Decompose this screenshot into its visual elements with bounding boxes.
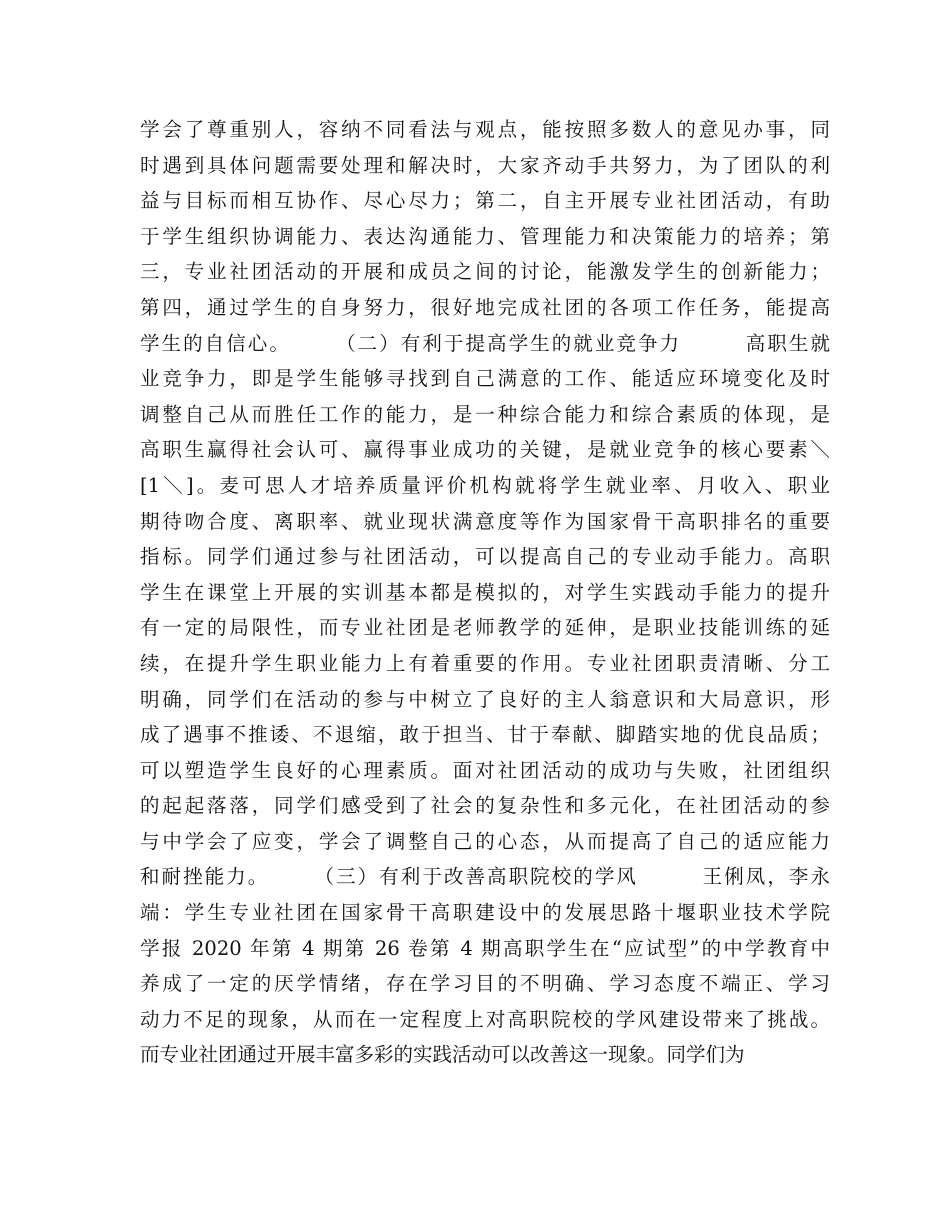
text-line: 端：学生专业社团在国家骨干高职建设中的发展思路十堰职业技术学院 — [140, 901, 830, 925]
text-line: 续，在提升学生职业能力上有着重要的作用。专业社团职责清晰、分工 — [140, 651, 830, 675]
text-line: 养成了一定的厌学情绪，存在学习目的不明确、学习态度不端正、学习 — [140, 972, 830, 996]
text-line: 有一定的局限性，而专业社团是老师教学的延伸，是职业技能训练的延 — [140, 616, 830, 640]
text-line: 学报 2020 年第 4 期第 26 卷第 4 期高职学生在“应试型”的中学教育中 — [140, 936, 830, 960]
body-text — [140, 112, 830, 1073]
text-line: 明确，同学们在活动的参与中树立了良好的主人翁意识和大局意识，形 — [140, 687, 830, 711]
text-line: 与中学会了应变，学会了调整自己的心态，从而提高了自己的适应能力 — [140, 829, 830, 853]
text-line: 而专业社团通过开展丰富多彩的实践活动可以改善这一现象。同学们为 — [140, 1043, 745, 1067]
text-line: 益与目标而相互协作、尽心尽力；第二，自主开展专业社团活动，有助 — [140, 189, 830, 213]
text-line: 业竞争力，即是学生能够寻找到自己满意的工作、能适应环境变化及时 — [140, 367, 830, 391]
text-line: 和耐挫能力。 （三）有利于改善高职院校的学风 王俐凤，李永 — [140, 865, 830, 889]
text-line: 期待吻合度、离职率、就业现状满意度等作为国家骨干高职排名的重要 — [140, 509, 830, 533]
text-line: 学会了尊重别人，容纳不同看法与观点，能按照多数人的意见办事，同 — [140, 118, 830, 141]
text-line: [1＼]。麦可思人才培养质量评价机构就将学生就业率、月收入、职业 — [140, 473, 830, 497]
text-line: 成了遇事不推诿、不退缩，敢于担当、甘于奉献、脚踏实地的优良品质； — [140, 723, 830, 747]
text-line: 高职生赢得社会认可、赢得事业成功的关键，是就业竞争的核心要素＼ — [140, 438, 830, 462]
text-line: 可以塑造学生良好的心理素质。面对社团活动的成功与失败，社团组织 — [140, 758, 830, 782]
text-line: 学生的自信心。 （二）有利于提高学生的就业竞争力 高职生就 — [140, 331, 830, 355]
text-line: 第四，通过学生的自身努力，很好地完成社团的各项工作任务，能提高 — [140, 295, 830, 319]
text-line: 三，专业社团活动的开展和成员之间的讨论，能激发学生的创新能力； — [140, 260, 830, 284]
text-line: 学生在课堂上开展的实训基本都是模拟的，对学生实践动手能力的提升 — [140, 580, 830, 604]
text-line: 于学生组织协调能力、表达沟通能力、管理能力和决策能力的培养；第 — [140, 224, 830, 248]
text-line: 时遇到具体问题需要处理和解决时，大家齐动手共努力，为了团队的利 — [140, 153, 830, 177]
text-line: 调整自己从而胜任工作的能力，是一种综合能力和综合素质的体现，是 — [140, 402, 830, 426]
text-line: 的起起落落，同学们感受到了社会的复杂性和多元化，在社团活动的参 — [140, 794, 830, 818]
text-line: 指标。同学们通过参与社团活动，可以提高自己的专业动手能力。高职 — [140, 545, 830, 569]
text-line: 动力不足的现象，从而在一定程度上对高职院校的学风建设带来了挑战。 — [140, 1007, 830, 1031]
